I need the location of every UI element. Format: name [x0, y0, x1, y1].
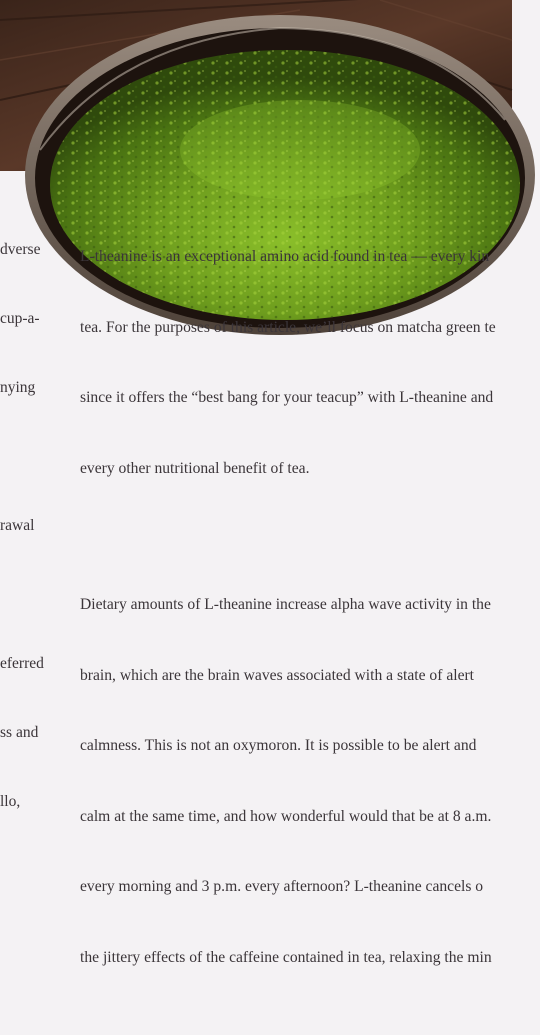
left-column-line: dverse [0, 241, 41, 258]
article-line: every other nutritional benefit of tea. [80, 459, 310, 477]
matcha-bowl-photo [0, 0, 512, 171]
article-body [80, 198, 540, 1035]
article-line: calm at the same time, and how wonderful would that be at 8 a.m. [80, 807, 492, 825]
left-column-line [0, 583, 56, 606]
article-line: tea. For the purposes of this article, we’ll focus on matcha green te [80, 318, 496, 336]
article-line: L-theanine is an exceptional amino acid found in tea — every kin [80, 248, 490, 265]
article-line: the jittery effects of the caffeine contained in tea, relaxing the min [80, 948, 492, 966]
article-line: every morning and 3 p.m. every afternoon? L-theanine cancels o [80, 878, 484, 895]
article-line: since it offers the “best bang for your teacup” with L-theanine and [80, 389, 494, 406]
left-column-line: eferred [0, 655, 44, 672]
left-column-line: ss and [0, 724, 39, 741]
article-paragraph-2 [80, 546, 540, 1016]
article-line: calmness. This is not an oxymoron. It is possible to be alert and [80, 737, 477, 754]
left-column-line: rawal [0, 517, 35, 534]
article-line: brain, which are the brain waves associated with a state of alert [80, 666, 475, 684]
article-paragraph-1 [80, 198, 540, 527]
left-column-line: llo, [0, 793, 21, 810]
left-column-line [0, 445, 56, 468]
left-column-line: nying [0, 379, 36, 396]
article-line: Dietary amounts of L-theanine increase alpha wave activity in the [80, 596, 491, 613]
hero-image [0, 0, 512, 171]
left-column-text [0, 192, 56, 859]
left-column-line: cup-a- [0, 310, 40, 327]
